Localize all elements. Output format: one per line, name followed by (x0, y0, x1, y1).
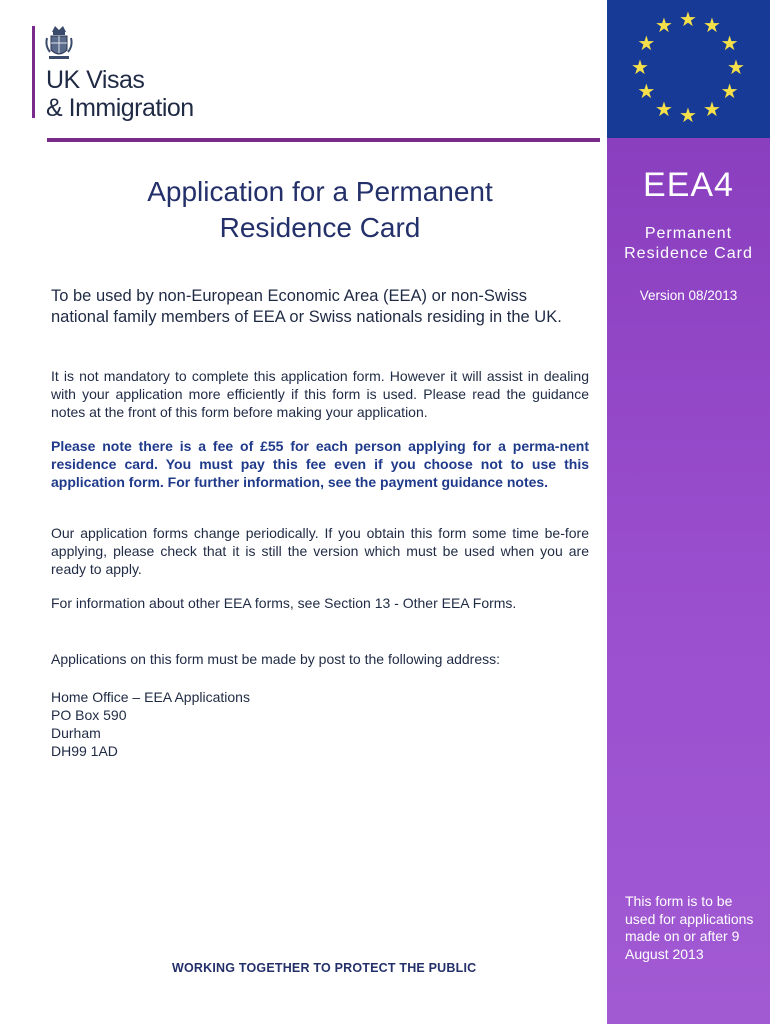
address-line3: Durham (51, 725, 101, 741)
eu-star-icon: ★ (637, 81, 656, 103)
eu-star-icon: ★ (703, 15, 721, 38)
eu-star-icon: ★ (637, 33, 656, 55)
eu-star-icon: ★ (679, 105, 697, 127)
eu-flag-icon (607, 0, 770, 138)
sidebar (607, 0, 770, 1024)
eu-star-icon: ★ (727, 57, 745, 79)
eu-star-icon: ★ (679, 9, 697, 31)
eu-star-icon: ★ (720, 33, 739, 55)
logo-text-line2: & Immigration (46, 94, 194, 122)
post-instructions-paragraph: Applications on this form must be made by post to the following address: (51, 651, 501, 667)
eu-star-icon: ★ (655, 15, 673, 38)
validity-note: This form is to be used for applications made on or after 9 August 2013 (625, 893, 754, 962)
header-divider (47, 138, 600, 142)
logo-text-line1: UK Visas (46, 66, 145, 94)
address-line1: Home Office – EEA Applications (51, 689, 250, 705)
form-name-line2: Residence Card (624, 245, 753, 262)
address-line2: PO Box 590 (51, 707, 127, 723)
eu-star-icon: ★ (720, 81, 739, 103)
form-title-line1: Application for a Permanent (147, 176, 493, 207)
form-title-line2: Residence Card (219, 212, 421, 243)
eu-star-icon: ★ (703, 98, 721, 121)
royal-crest-icon (44, 22, 74, 62)
form-change-paragraph: Our application forms change periodically. If you obtain this form some time be-fore applying, please check that it is still the version which must be used when you are ready to apply. (51, 525, 589, 577)
mandatory-paragraph: It is not mandatory to complete this application form. However it will assist in dealing with your application more efficiently if this form is used. Please read the guidance notes at the front of this form before making your application. (51, 368, 589, 420)
intro-paragraph: To be used by non-European Economic Area (EEA) or non-Swiss national family members of EEA or Swiss nationals residing in the UK. (51, 287, 562, 326)
postal-address (51, 688, 250, 760)
eu-star-icon: ★ (655, 98, 673, 121)
logo-divider (32, 26, 35, 118)
fee-paragraph: Please note there is a fee of £55 for each person applying for a perma-nent residence card. You must pay this fee even if you choose not to use this application form. For further information, see the payment guidance notes. (51, 438, 589, 490)
address-postcode: DH99 1AD (51, 743, 118, 759)
eu-star-icon: ★ (631, 57, 649, 79)
form-version: Version 08/2013 (639, 288, 738, 303)
footer-slogan: WORKING TOGETHER TO PROTECT THE PUBLIC (172, 961, 477, 975)
other-forms-paragraph: For information about other EEA forms, see Section 13 - Other EEA Forms. (51, 595, 517, 611)
form-name-line1: Permanent (644, 225, 733, 242)
form-code: EEA4 (643, 166, 734, 204)
form-name (607, 224, 770, 264)
form-title (100, 174, 540, 246)
